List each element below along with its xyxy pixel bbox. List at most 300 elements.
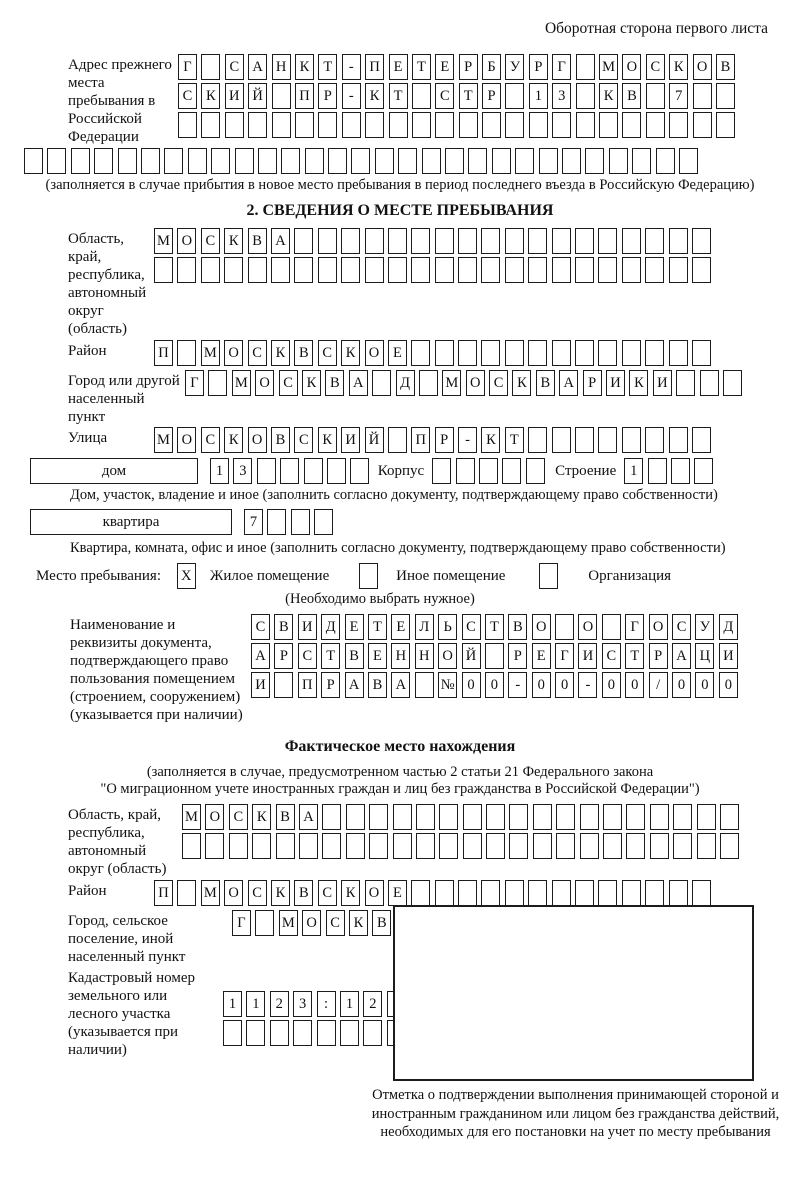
char-box[interactable]: Р [274,643,293,669]
char-box[interactable]: В [274,614,293,640]
char-box[interactable]: А [248,54,267,80]
char-box[interactable]: 1 [246,991,265,1017]
char-box[interactable]: С [672,614,691,640]
char-box[interactable]: - [508,672,527,698]
char-box[interactable] [223,1020,242,1046]
char-box[interactable] [575,228,594,254]
char-box[interactable] [177,880,196,906]
char-box[interactable] [694,458,713,484]
char-box[interactable] [552,340,571,366]
char-box[interactable]: 3 [552,83,571,109]
char-box[interactable]: С [201,427,220,453]
char-box[interactable] [676,370,695,396]
char-box[interactable]: Р [318,83,337,109]
char-box[interactable] [552,228,571,254]
char-box[interactable]: Р [649,643,668,669]
char-box[interactable] [208,370,227,396]
char-box[interactable]: Е [532,643,551,669]
char-box[interactable] [328,148,347,174]
char-box[interactable] [435,880,454,906]
char-box[interactable]: Л [415,614,434,640]
char-box[interactable]: Р [321,672,340,698]
char-box[interactable] [603,833,622,859]
char-box[interactable] [669,340,688,366]
char-box[interactable]: 0 [672,672,691,698]
char-box[interactable]: Т [368,614,387,640]
char-box[interactable] [598,340,617,366]
char-box[interactable]: Ц [695,643,714,669]
char-box[interactable] [481,228,500,254]
char-box[interactable] [177,340,196,366]
char-box[interactable] [646,83,665,109]
char-box[interactable]: 2 [363,991,382,1017]
char-box[interactable] [603,804,622,830]
char-box[interactable] [389,112,408,138]
char-box[interactable]: О [578,614,597,640]
char-box[interactable]: Р [459,54,478,80]
char-box[interactable] [388,427,407,453]
char-box[interactable] [505,880,524,906]
char-box[interactable] [435,112,454,138]
char-box[interactable]: Г [552,54,571,80]
char-box[interactable]: С [326,910,345,936]
char-box[interactable]: А [271,228,290,254]
char-box[interactable] [575,880,594,906]
char-box[interactable] [398,148,417,174]
char-box[interactable]: 1 [223,991,242,1017]
char-box[interactable] [576,83,595,109]
char-box[interactable] [318,228,337,254]
char-box[interactable] [322,833,341,859]
char-box[interactable] [248,112,267,138]
char-box[interactable]: П [154,340,173,366]
char-box[interactable] [645,340,664,366]
char-box[interactable] [622,257,641,283]
char-box[interactable]: Е [345,614,364,640]
char-box[interactable] [280,458,299,484]
char-box[interactable]: О [693,54,712,80]
char-box[interactable] [481,340,500,366]
char-box[interactable] [94,148,113,174]
char-box[interactable] [575,340,594,366]
char-box[interactable] [411,880,430,906]
char-box[interactable]: И [298,614,317,640]
char-box[interactable] [528,427,547,453]
char-box[interactable]: О [302,910,321,936]
char-box[interactable]: П [365,54,384,80]
char-box[interactable]: А [299,804,318,830]
char-box[interactable] [393,804,412,830]
char-box[interactable]: М [442,370,461,396]
char-box[interactable]: С [489,370,508,396]
char-box[interactable]: О [205,804,224,830]
char-box[interactable] [201,54,220,80]
char-box[interactable]: П [411,427,430,453]
char-box[interactable] [697,804,716,830]
char-box[interactable] [363,1020,382,1046]
char-box[interactable]: К [599,83,618,109]
char-box[interactable]: Е [391,614,410,640]
char-box[interactable] [481,880,500,906]
char-box[interactable] [235,148,254,174]
char-box[interactable] [716,83,735,109]
char-box[interactable] [562,148,581,174]
char-box[interactable] [369,804,388,830]
char-box[interactable] [599,112,618,138]
char-box[interactable] [164,148,183,174]
char-box[interactable]: : [317,991,336,1017]
char-box[interactable] [502,458,521,484]
char-box[interactable] [463,804,482,830]
char-box[interactable]: О [365,880,384,906]
char-box[interactable] [305,148,324,174]
char-box[interactable]: Й [462,643,481,669]
char-box[interactable]: К [512,370,531,396]
char-box[interactable]: К [341,340,360,366]
char-box[interactable]: Р [583,370,602,396]
char-box[interactable] [141,148,160,174]
char-box[interactable]: М [232,370,251,396]
char-box[interactable] [318,112,337,138]
char-box[interactable] [598,427,617,453]
char-box[interactable] [626,804,645,830]
char-box[interactable]: Н [391,643,410,669]
char-box[interactable]: О [466,370,485,396]
char-box[interactable] [505,340,524,366]
char-box[interactable]: О [177,427,196,453]
char-box[interactable] [673,833,692,859]
char-box[interactable]: О [365,340,384,366]
char-box[interactable]: Т [412,54,431,80]
char-box[interactable] [646,112,665,138]
char-box[interactable] [648,458,667,484]
char-box[interactable] [693,83,712,109]
char-box[interactable] [669,228,688,254]
char-box[interactable]: Е [388,340,407,366]
char-box[interactable] [340,1020,359,1046]
char-box[interactable] [293,1020,312,1046]
char-box[interactable] [679,148,698,174]
char-box[interactable]: Ь [438,614,457,640]
char-box[interactable]: 0 [719,672,738,698]
char-box[interactable] [463,833,482,859]
char-box[interactable]: Р [435,427,454,453]
char-box[interactable] [294,257,313,283]
char-box[interactable] [419,370,438,396]
char-box[interactable] [533,833,552,859]
char-box[interactable] [492,148,511,174]
char-box[interactable] [576,54,595,80]
char-box[interactable] [716,112,735,138]
char-box[interactable] [486,833,505,859]
char-box[interactable] [529,112,548,138]
char-box[interactable] [580,833,599,859]
char-box[interactable]: Г [185,370,204,396]
char-box[interactable] [317,1020,336,1046]
char-box[interactable]: С [318,880,337,906]
char-box[interactable]: К [271,880,290,906]
char-box[interactable] [304,458,323,484]
char-box[interactable] [622,880,641,906]
char-box[interactable]: Й [365,427,384,453]
char-box[interactable]: Д [321,614,340,640]
char-box[interactable]: О [177,228,196,254]
char-box[interactable]: И [719,643,738,669]
char-box[interactable]: К [224,228,243,254]
char-box[interactable]: С [462,614,481,640]
char-box[interactable]: У [695,614,714,640]
char-box[interactable] [291,509,310,535]
char-box[interactable]: С [229,804,248,830]
char-box[interactable]: С [602,643,621,669]
char-box[interactable] [314,509,333,535]
char-box[interactable]: Д [719,614,738,640]
char-box[interactable]: К [201,83,220,109]
char-box[interactable]: Е [389,54,408,80]
char-box[interactable]: В [294,880,313,906]
char-box[interactable] [609,148,628,174]
char-box[interactable]: М [182,804,201,830]
char-box[interactable] [178,112,197,138]
char-box[interactable] [246,1020,265,1046]
char-box[interactable] [645,427,664,453]
char-box[interactable]: С [248,340,267,366]
char-box[interactable] [299,833,318,859]
char-box[interactable]: К [349,910,368,936]
char-box[interactable]: П [154,880,173,906]
char-box[interactable] [458,228,477,254]
char-box[interactable] [669,880,688,906]
char-box[interactable] [598,257,617,283]
char-box[interactable]: 3 [293,991,312,1017]
char-box[interactable]: Т [389,83,408,109]
char-box[interactable] [271,257,290,283]
char-box[interactable] [650,804,669,830]
char-box[interactable]: 0 [695,672,714,698]
char-box[interactable]: Т [485,614,504,640]
char-box[interactable]: - [458,427,477,453]
char-box[interactable] [270,1020,289,1046]
char-box[interactable] [388,228,407,254]
char-box[interactable] [505,112,524,138]
char-box[interactable] [459,112,478,138]
char-box[interactable] [435,257,454,283]
char-box[interactable]: Б [482,54,501,80]
char-box[interactable] [411,257,430,283]
char-box[interactable] [693,112,712,138]
char-box[interactable]: Г [232,910,251,936]
char-box[interactable]: 7 [244,509,263,535]
char-box[interactable] [257,458,276,484]
char-box[interactable] [458,340,477,366]
char-box[interactable]: К [629,370,648,396]
char-box[interactable]: С [251,614,270,640]
char-box[interactable] [528,257,547,283]
char-box[interactable]: А [345,672,364,698]
char-box[interactable] [365,228,384,254]
char-box[interactable] [182,833,201,859]
char-box[interactable] [671,458,690,484]
char-box[interactable] [622,228,641,254]
char-box[interactable]: П [298,672,317,698]
char-box[interactable] [225,112,244,138]
char-box[interactable]: Е [368,643,387,669]
char-box[interactable]: В [716,54,735,80]
char-box[interactable] [456,458,475,484]
char-box[interactable]: И [653,370,672,396]
char-box[interactable] [416,833,435,859]
char-box[interactable] [505,83,524,109]
char-box[interactable] [24,148,43,174]
char-box[interactable]: 0 [602,672,621,698]
char-box[interactable] [720,833,739,859]
char-box[interactable]: № [438,672,457,698]
char-box[interactable] [346,833,365,859]
char-box[interactable] [201,112,220,138]
char-box[interactable]: В [536,370,555,396]
char-box[interactable]: А [559,370,578,396]
char-box[interactable] [486,804,505,830]
char-box[interactable] [515,148,534,174]
char-box[interactable]: Г [625,614,644,640]
char-box[interactable]: - [578,672,597,698]
char-box[interactable]: Г [555,643,574,669]
char-box[interactable]: - [342,83,361,109]
char-box[interactable] [692,257,711,283]
char-box[interactable] [481,257,500,283]
char-box[interactable] [322,804,341,830]
char-box[interactable] [458,257,477,283]
char-box[interactable]: 0 [625,672,644,698]
char-box[interactable]: Т [505,427,524,453]
char-box[interactable]: К [365,83,384,109]
checkbox-other-premises[interactable] [359,563,378,589]
char-box[interactable] [505,228,524,254]
char-box[interactable] [318,257,337,283]
char-box[interactable]: С [248,880,267,906]
char-box[interactable] [388,257,407,283]
char-box[interactable] [580,804,599,830]
char-box[interactable]: К [302,370,321,396]
char-box[interactable] [365,112,384,138]
char-box[interactable] [342,112,361,138]
char-box[interactable] [528,228,547,254]
char-box[interactable]: К [341,880,360,906]
char-box[interactable]: М [154,228,173,254]
char-box[interactable]: В [271,427,290,453]
char-box[interactable] [372,370,391,396]
char-box[interactable]: Й [248,83,267,109]
char-box[interactable]: С [225,54,244,80]
char-box[interactable] [556,804,575,830]
char-box[interactable] [272,83,291,109]
char-box[interactable] [673,804,692,830]
char-box[interactable] [412,83,431,109]
char-box[interactable]: Т [625,643,644,669]
char-box[interactable] [412,112,431,138]
char-box[interactable]: О [224,880,243,906]
char-box[interactable] [458,880,477,906]
char-box[interactable]: Р [508,643,527,669]
char-box[interactable] [255,910,274,936]
char-box[interactable] [479,458,498,484]
char-box[interactable] [533,804,552,830]
char-box[interactable]: К [669,54,688,80]
char-box[interactable] [669,257,688,283]
char-box[interactable] [622,112,641,138]
char-box[interactable]: О [255,370,274,396]
char-box[interactable]: О [248,427,267,453]
checkbox-organization[interactable] [539,563,558,589]
char-box[interactable]: В [508,614,527,640]
char-box[interactable]: 1 [624,458,643,484]
char-box[interactable] [692,880,711,906]
char-box[interactable]: К [271,340,290,366]
char-box[interactable] [509,804,528,830]
char-box[interactable]: С [435,83,454,109]
char-box[interactable]: М [201,340,220,366]
checkbox-residential[interactable]: X [177,563,196,589]
char-box[interactable]: О [532,614,551,640]
char-box[interactable] [622,340,641,366]
char-box[interactable]: М [279,910,298,936]
char-box[interactable]: В [276,804,295,830]
char-box[interactable] [528,340,547,366]
char-box[interactable]: А [349,370,368,396]
char-box[interactable] [276,833,295,859]
char-box[interactable] [118,148,137,174]
char-box[interactable]: 0 [532,672,551,698]
char-box[interactable] [505,257,524,283]
char-box[interactable] [435,340,454,366]
char-box[interactable] [468,148,487,174]
char-box[interactable] [341,228,360,254]
char-box[interactable] [697,833,716,859]
char-box[interactable]: Т [321,643,340,669]
char-box[interactable] [555,614,574,640]
char-box[interactable]: Е [388,880,407,906]
char-box[interactable]: К [224,427,243,453]
char-box[interactable]: П [295,83,314,109]
char-box[interactable] [482,112,501,138]
char-box[interactable] [669,427,688,453]
char-box[interactable] [350,458,369,484]
char-box[interactable] [177,257,196,283]
char-box[interactable]: И [341,427,360,453]
char-box[interactable] [393,833,412,859]
char-box[interactable] [526,458,545,484]
char-box[interactable] [224,257,243,283]
char-box[interactable] [272,112,291,138]
char-box[interactable] [576,112,595,138]
char-box[interactable] [552,427,571,453]
char-box[interactable] [485,643,504,669]
char-box[interactable]: 1 [529,83,548,109]
char-box[interactable] [252,833,271,859]
char-box[interactable]: Т [459,83,478,109]
char-box[interactable]: К [318,427,337,453]
char-box[interactable] [723,370,742,396]
char-box[interactable]: И [225,83,244,109]
char-box[interactable] [211,148,230,174]
char-box[interactable]: С [646,54,665,80]
char-box[interactable]: / [649,672,668,698]
char-box[interactable]: 2 [270,991,289,1017]
char-box[interactable] [445,148,464,174]
char-box[interactable]: 0 [485,672,504,698]
char-box[interactable]: В [248,228,267,254]
char-box[interactable] [552,257,571,283]
